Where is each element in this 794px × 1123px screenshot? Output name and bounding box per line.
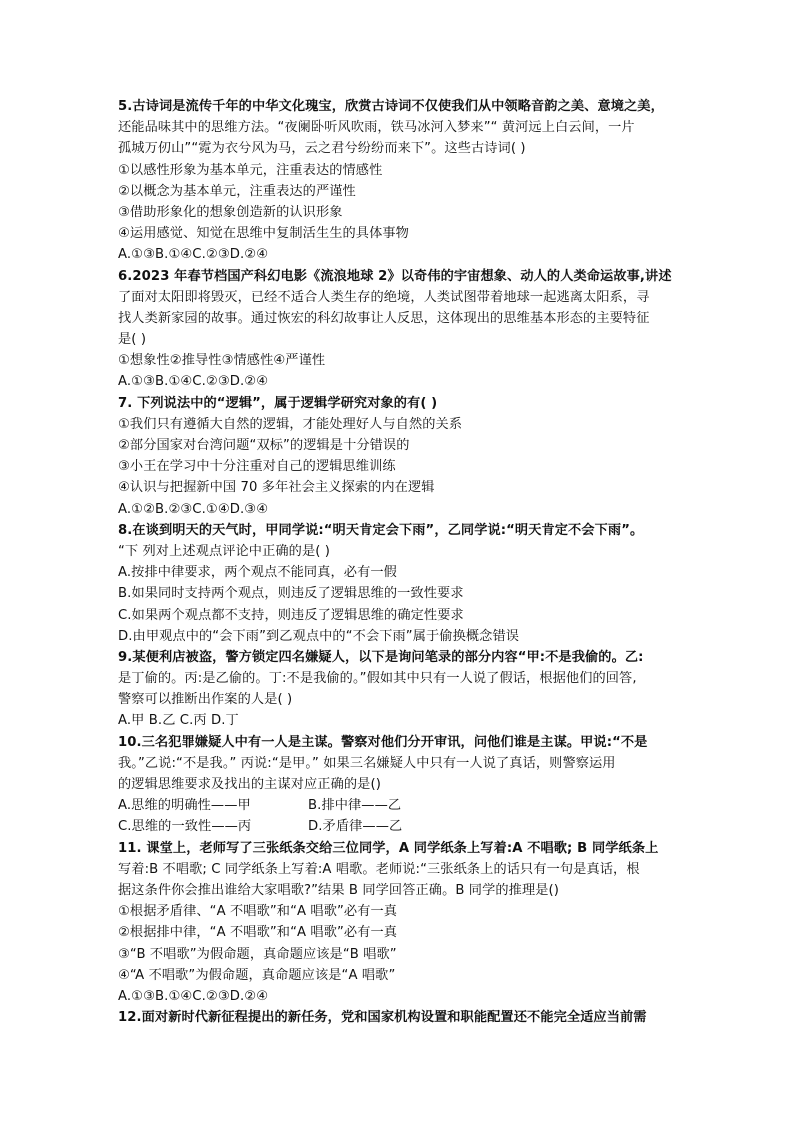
question-line: ①想象性②推导性③情感性④严谨性 (118, 353, 326, 369)
question-line: ②根据排中律，“A 不唱歌”和“A 唱歌”必有一真 (118, 925, 398, 941)
question-line: 警察可以推断出作案的人是( ) (118, 692, 293, 708)
question-stem: 7. 下列说法中的“逻辑”，属于逻辑学研究对象的有( ) (118, 395, 438, 411)
question-line: A.按排中律要求，两个观点不能同真，必有一假 (118, 565, 397, 581)
answer-option: C.思维的一致性——丙 (118, 819, 252, 835)
question-line: 我。”乙说:“不是我。” 丙说:“是甲。” 如果三名嫌疑人中只有一人说了真话，则警察运用 (118, 755, 616, 771)
answer-option: B.排中律——乙 (308, 798, 402, 814)
question-line: 找人类新家园的故事。通过恢宏的科幻故事让人反思，这体现出的思维基本形态的主要特征 (118, 310, 650, 326)
question-line: A.甲 B.乙 C.丙 D.丁 (118, 713, 239, 729)
question-line: ④“A 不唱歌”为假命题，真命题应该是“A 唱歌” (118, 967, 396, 983)
question-line: 还能品味其中的思维方法。“夜阑卧听风吹雨，铁马冰河入梦来”“ 黄河远上白云间，一片 (118, 120, 635, 136)
option-row (118, 816, 684, 837)
question-6 (118, 266, 684, 393)
question-stem: 9.某便利店被盗，警方锁定四名嫌疑人，以下是询问笔录的部分内容“甲:不是我偷的。乙: (118, 649, 644, 665)
question-line: ②以概念为基本单元，注重表达的严谨性 (118, 183, 356, 199)
question-5 (118, 96, 684, 266)
question-line: ③借助形象化的想象创造新的认识形象 (118, 204, 343, 220)
question-line: D.由甲观点中的“会下雨”到乙观点中的“不会下雨”属于偷换概念错误 (118, 628, 520, 644)
question-line: ④认识与把握新中国 70 多年社会主义探索的内在逻辑 (118, 480, 435, 496)
question-stem: 12.面对新时代新征程提出的新任务，党和国家机构设置和职能配置还不能完全适应当前需 (118, 1010, 647, 1026)
question-line: C.如果两个观点都不支持，则违反了逻辑思维的确定性要求 (118, 607, 464, 623)
question-line: 孤城万仞山”“霓为衣兮风为马，云之君兮纷纷而来下”。这些古诗词( ) (118, 141, 526, 157)
question-line: A.①②B.②③C.①④D.③④ (118, 501, 269, 517)
question-line: B.如果同时支持两个观点，则违反了逻辑思维的一致性要求 (118, 586, 464, 602)
question-8 (118, 520, 684, 647)
question-9 (118, 647, 684, 732)
question-11 (118, 838, 684, 1008)
answer-option: D.矛盾律——乙 (308, 819, 403, 835)
question-line: ③小王在学习中十分注重对自己的逻辑思维训练 (118, 459, 396, 475)
question-line: ④运用感觉、知觉在思维中复制活生生的具体事物 (118, 226, 409, 242)
question-line: 是( ) (118, 332, 147, 348)
question-line: ①以感性形象为基本单元，注重表达的情感性 (118, 162, 383, 178)
question-line: “下 列对上述观点评论中正确的是( ) (118, 543, 331, 559)
question-line: 是丁偷的。丙:是乙偷的。丁:不是我偷的。”假如其中只有一人说了假话，根据他们的回答, (118, 671, 637, 687)
question-10 (118, 732, 684, 838)
question-line: A.①③B.①④C.②③D.②④ (118, 247, 269, 263)
question-list (118, 96, 684, 1028)
question-line: ③“B 不唱歌”为假命题，真命题应该是“B 唱歌” (118, 946, 397, 962)
question-line: A.①③B.①④C.②③D.②④ (118, 374, 269, 390)
question-stem: 5.古诗词是流传千年的中华文化瑰宝，欣赏古诗词不仅使我们从中领略音韵之美、意境之美， (118, 99, 664, 114)
question-stem: 10.三名犯罪嫌疑人中有一人是主谋。警察对他们分开审讯，问他们谁是主谋。甲说:“不是 (118, 734, 648, 750)
option-row (118, 795, 684, 816)
question-line: 写着:B 不唱歌; C 同学纸条上写着:A 唱歌。老师说:“三张纸条上的话只有一句是真话，根 (118, 861, 640, 877)
question-line: A.①③B.①④C.②③D.②④ (118, 988, 269, 1004)
question-line: ②部分国家对台湾问题“双标”的逻辑是十分错误的 (118, 438, 410, 453)
question-12 (118, 1007, 684, 1028)
question-7 (118, 393, 684, 520)
question-stem: 11. 课堂上，老师写了三张纸条交给三位同学，A 同学纸条上写着:A 不唱歌; B 同学纸条上 (118, 840, 659, 856)
question-line: ①根据矛盾律、“A 不唱歌”和“A 唱歌”必有一真 (118, 904, 398, 920)
question-stem: 8.在谈到明天的天气时，甲同学说:“明天肯定会下雨”，乙同学说:“明天肯定不会下雨”。 (118, 522, 644, 538)
question-line: ①我们只有遵循大自然的逻辑，才能处理好人与自然的关系 (118, 416, 463, 432)
question-line: 据这条件你会推出谁给大家唱歌?”结果 B 同学回答正确。B 同学的推理是() (118, 882, 560, 898)
question-line: 的逻辑思维要求及找出的主谋对应正确的是() (118, 777, 381, 792)
question-line: 了面对太阳即将毁灭，已经不适合人类生存的绝境，人类试图带着地球一起逃离太阳系，寻 (118, 289, 650, 305)
answer-option: A.思维的明确性——甲 (118, 798, 251, 814)
question-stem: 6.2023 年春节档国产科幻电影《流浪地球 2》以奇伟的宇宙想象、动人的人类命运故事,讲述 (118, 268, 672, 284)
